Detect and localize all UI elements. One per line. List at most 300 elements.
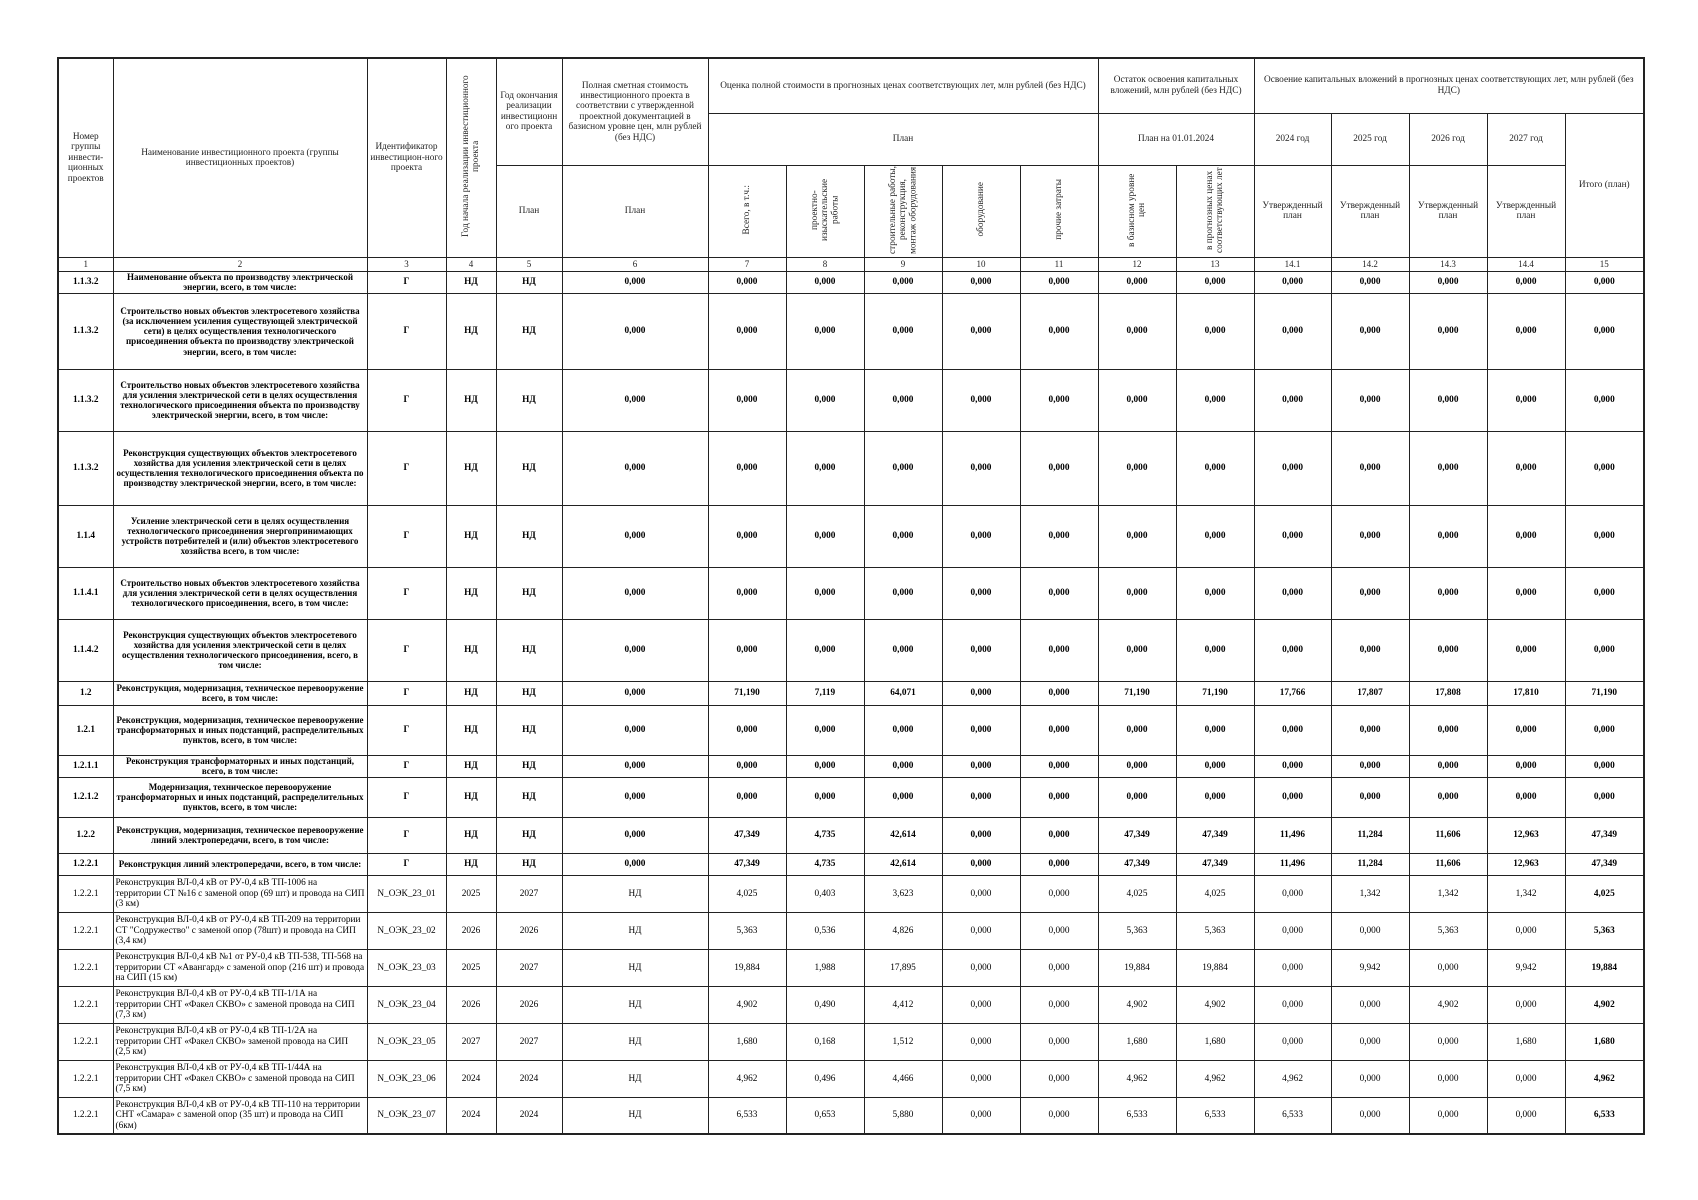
plan-2024-cell: 0,000 — [1254, 505, 1331, 567]
start-year-cell: НД — [446, 567, 496, 619]
construction-cell: 0,000 — [864, 271, 942, 293]
table-row — [58, 817, 1644, 853]
header-equipment — [942, 165, 1020, 257]
total-plan-cell: 0,000 — [1565, 505, 1644, 567]
plan-2024-cell: 17,766 — [1254, 681, 1331, 705]
remaining-forecast-cell: 71,190 — [1176, 681, 1254, 705]
full-cost-cell: 0,000 — [562, 505, 708, 567]
remaining-forecast-cell: 6,533 — [1176, 1097, 1254, 1134]
plan-2025-cell: 0,000 — [1331, 505, 1409, 567]
design-works-cell: 0,000 — [786, 505, 864, 567]
design-works-cell: 0,000 — [786, 777, 864, 817]
end-year-cell: НД — [496, 369, 562, 431]
group-number-cell: 1.2.2.1 — [58, 912, 113, 949]
start-year-cell: НД — [446, 271, 496, 293]
header-approved-2024: Утвержденный план — [1254, 165, 1331, 257]
total-plan-cell: 1,680 — [1565, 1023, 1644, 1060]
full-cost-cell: 0,000 — [562, 817, 708, 853]
project-id-cell: N_ОЭК_23_05 — [367, 1023, 446, 1060]
other-costs-cell: 0,000 — [1020, 1023, 1098, 1060]
header-project-name: Наименование инвестиционного проекта (группы инвестиционных проектов) — [113, 58, 367, 257]
design-works-cell: 0,490 — [786, 986, 864, 1023]
project-id-cell: N_ОЭК_23_07 — [367, 1097, 446, 1134]
header-remaining: Остаток освоения капитальных вложений, млн рублей (без НДС) — [1098, 58, 1254, 113]
group-number-cell: 1.2.2 — [58, 817, 113, 853]
group-number-cell: 1.1.3.2 — [58, 431, 113, 505]
plan-2024-cell: 0,000 — [1254, 949, 1331, 986]
construction-cell: 64,071 — [864, 681, 942, 705]
group-number-cell: 1.2.1.2 — [58, 777, 113, 817]
start-year-cell: НД — [446, 755, 496, 777]
remaining-forecast-cell: 19,884 — [1176, 949, 1254, 986]
investment-table — [57, 57, 1645, 1135]
cost-total-cell: 0,000 — [708, 431, 786, 505]
remaining-base-cell: 0,000 — [1098, 567, 1176, 619]
plan-2025-cell: 9,942 — [1331, 949, 1409, 986]
project-name-cell: Строительство новых объектов электросетевого хозяйства для усиления электрической сети в целях осуществления технологического присоединения, всего, в том числе: — [113, 567, 367, 619]
plan-2024-cell: 0,000 — [1254, 705, 1331, 755]
total-plan-cell: 4,902 — [1565, 986, 1644, 1023]
remaining-base-cell: 71,190 — [1098, 681, 1176, 705]
equipment-cell: 0,000 — [942, 271, 1020, 293]
design-works-cell: 0,000 — [786, 755, 864, 777]
table-row — [58, 1097, 1644, 1134]
plan-2027-cell: 0,000 — [1487, 755, 1565, 777]
group-number-cell: 1.2.2.1 — [58, 853, 113, 875]
end-year-cell: НД — [496, 817, 562, 853]
total-plan-cell: 71,190 — [1565, 681, 1644, 705]
start-year-cell: НД — [446, 681, 496, 705]
full-cost-cell: 0,000 — [562, 705, 708, 755]
plan-2025-cell: 11,284 — [1331, 853, 1409, 875]
plan-2024-cell: 0,000 — [1254, 755, 1331, 777]
equipment-cell: 0,000 — [942, 986, 1020, 1023]
plan-2024-cell: 0,000 — [1254, 369, 1331, 431]
column-number: 6 — [562, 257, 708, 271]
construction-cell: 5,880 — [864, 1097, 942, 1134]
header-year-2026: 2026 год — [1409, 113, 1487, 165]
header-forecast-prices-text: в прогнозных ценах соответствующих лет — [1204, 166, 1226, 253]
remaining-base-cell: 0,000 — [1098, 369, 1176, 431]
table-row — [58, 777, 1644, 817]
project-id-cell: Г — [367, 817, 446, 853]
end-year-cell: 2027 — [496, 949, 562, 986]
plan-2027-cell: 0,000 — [1487, 431, 1565, 505]
start-year-cell: 2026 — [446, 912, 496, 949]
table-row — [58, 949, 1644, 986]
construction-cell: 0,000 — [864, 431, 942, 505]
plan-2024-cell: 0,000 — [1254, 875, 1331, 912]
group-number-cell: 1.2 — [58, 681, 113, 705]
table-row — [58, 271, 1644, 293]
plan-2027-cell: 17,810 — [1487, 681, 1565, 705]
header-start-year — [446, 58, 496, 257]
total-plan-cell: 0,000 — [1565, 271, 1644, 293]
header-cost-plan: План — [708, 113, 1098, 165]
cost-total-cell: 0,000 — [708, 567, 786, 619]
plan-2026-cell: 0,000 — [1409, 369, 1487, 431]
remaining-base-cell: 1,680 — [1098, 1023, 1176, 1060]
plan-2025-cell: 11,284 — [1331, 817, 1409, 853]
header-start-year-text: Год начала реализации инвестиционного проекта — [460, 75, 481, 238]
group-number-cell: 1.1.3.2 — [58, 293, 113, 369]
column-number: 8 — [786, 257, 864, 271]
header-construction-works-text: строительные работы, реконструкция, монтаж оборудования — [887, 165, 919, 254]
header-total-incl-text: Всего, в т.ч.: — [741, 184, 752, 235]
header-year-2024: 2024 год — [1254, 113, 1331, 165]
cost-total-cell: 0,000 — [708, 777, 786, 817]
cost-total-cell: 71,190 — [708, 681, 786, 705]
construction-cell: 0,000 — [864, 369, 942, 431]
plan-2025-cell: 0,000 — [1331, 986, 1409, 1023]
column-number: 4 — [446, 257, 496, 271]
full-cost-cell: НД — [562, 1023, 708, 1060]
header-design-works-text: проектно-изыскательские работы — [809, 178, 841, 241]
end-year-cell: НД — [496, 777, 562, 817]
table-row — [58, 369, 1644, 431]
header-approved-2025: Утвержденный план — [1331, 165, 1409, 257]
plan-2027-cell: 0,000 — [1487, 705, 1565, 755]
column-number: 7 — [708, 257, 786, 271]
cost-total-cell: 0,000 — [708, 505, 786, 567]
full-cost-cell: НД — [562, 912, 708, 949]
remaining-forecast-cell: 4,962 — [1176, 1060, 1254, 1097]
project-name-cell: Реконструкция ВЛ-0,4 кВ от РУ-0,4 кВ ТП-110 на территории СНТ «Самара» с заменой опор (35 шт) и провода на СИП (6км) — [113, 1097, 367, 1134]
project-id-cell: Г — [367, 505, 446, 567]
header-base-prices — [1098, 165, 1176, 257]
remaining-forecast-cell: 0,000 — [1176, 369, 1254, 431]
end-year-cell: НД — [496, 567, 562, 619]
plan-2024-cell: 0,000 — [1254, 1023, 1331, 1060]
full-cost-cell: НД — [562, 875, 708, 912]
header-year-2025: 2025 год — [1331, 113, 1409, 165]
full-cost-cell: 0,000 — [562, 271, 708, 293]
start-year-cell: НД — [446, 293, 496, 369]
remaining-base-cell: 0,000 — [1098, 755, 1176, 777]
other-costs-cell: 0,000 — [1020, 271, 1098, 293]
remaining-base-cell: 47,349 — [1098, 817, 1176, 853]
equipment-cell: 0,000 — [942, 853, 1020, 875]
design-works-cell: 1,988 — [786, 949, 864, 986]
column-number: 15 — [1565, 257, 1644, 271]
start-year-cell: 2025 — [446, 949, 496, 986]
equipment-cell: 0,000 — [942, 705, 1020, 755]
construction-cell: 0,000 — [864, 705, 942, 755]
cost-total-cell: 4,902 — [708, 986, 786, 1023]
start-year-cell: 2024 — [446, 1060, 496, 1097]
project-id-cell: N_ОЭК_23_03 — [367, 949, 446, 986]
header-base-prices-text: в базисном уровне цен — [1126, 172, 1148, 247]
table-row — [58, 912, 1644, 949]
plan-2026-cell: 0,000 — [1409, 1097, 1487, 1134]
remaining-base-cell: 5,363 — [1098, 912, 1176, 949]
remaining-base-cell: 4,025 — [1098, 875, 1176, 912]
plan-2027-cell: 1,342 — [1487, 875, 1565, 912]
plan-2027-cell: 12,963 — [1487, 817, 1565, 853]
remaining-forecast-cell: 0,000 — [1176, 505, 1254, 567]
group-number-cell: 1.2.2.1 — [58, 986, 113, 1023]
header-design-works — [786, 165, 864, 257]
start-year-cell: НД — [446, 705, 496, 755]
table-row — [58, 853, 1644, 875]
other-costs-cell: 0,000 — [1020, 369, 1098, 431]
project-id-cell: Г — [367, 755, 446, 777]
remaining-forecast-cell: 0,000 — [1176, 431, 1254, 505]
plan-2025-cell: 0,000 — [1331, 567, 1409, 619]
design-works-cell: 0,000 — [786, 431, 864, 505]
project-name-cell: Реконструкция существующих объектов электросетевого хозяйства для усиления электрической сети в целях осуществления технологического присоединения объекта по производству электрической энергии, всего, в том числе: — [113, 431, 367, 505]
table-row — [58, 705, 1644, 755]
end-year-cell: НД — [496, 705, 562, 755]
full-cost-cell: 0,000 — [562, 293, 708, 369]
cost-total-cell: 0,000 — [708, 271, 786, 293]
other-costs-cell: 0,000 — [1020, 705, 1098, 755]
plan-2024-cell: 0,000 — [1254, 777, 1331, 817]
column-number: 9 — [864, 257, 942, 271]
group-number-cell: 1.2.2.1 — [58, 1060, 113, 1097]
header-full-cost-plan: План — [562, 165, 708, 257]
start-year-cell: 2024 — [446, 1097, 496, 1134]
plan-2027-cell: 0,000 — [1487, 619, 1565, 681]
remaining-base-cell: 0,000 — [1098, 777, 1176, 817]
project-id-cell: Г — [367, 271, 446, 293]
remaining-base-cell: 0,000 — [1098, 705, 1176, 755]
equipment-cell: 0,000 — [942, 1097, 1020, 1134]
end-year-cell: НД — [496, 755, 562, 777]
total-plan-cell: 4,962 — [1565, 1060, 1644, 1097]
group-number-cell: 1.2.2.1 — [58, 949, 113, 986]
design-works-cell: 0,653 — [786, 1097, 864, 1134]
group-number-cell: 1.2.2.1 — [58, 1097, 113, 1134]
equipment-cell: 0,000 — [942, 1023, 1020, 1060]
start-year-cell: НД — [446, 369, 496, 431]
design-works-cell: 0,000 — [786, 567, 864, 619]
group-number-cell: 1.1.3.2 — [58, 271, 113, 293]
remaining-base-cell: 0,000 — [1098, 271, 1176, 293]
plan-2027-cell: 1,680 — [1487, 1023, 1565, 1060]
other-costs-cell: 0,000 — [1020, 949, 1098, 986]
plan-2026-cell: 0,000 — [1409, 505, 1487, 567]
full-cost-cell: 0,000 — [562, 619, 708, 681]
project-name-cell: Модернизация, техническое перевооружение трансформаторных и иных подстанций, распределительных пунктов, всего, в том числе: — [113, 777, 367, 817]
header-total: Итого (план) — [1565, 113, 1644, 257]
end-year-cell: НД — [496, 293, 562, 369]
table-row — [58, 293, 1644, 369]
project-id-cell: N_ОЭК_23_04 — [367, 986, 446, 1023]
plan-2026-cell: 0,000 — [1409, 619, 1487, 681]
end-year-cell: 2026 — [496, 912, 562, 949]
column-number: 10 — [942, 257, 1020, 271]
column-number: 1 — [58, 257, 113, 271]
cost-total-cell: 5,363 — [708, 912, 786, 949]
equipment-cell: 0,000 — [942, 817, 1020, 853]
plan-2027-cell: 0,000 — [1487, 986, 1565, 1023]
table-row — [58, 875, 1644, 912]
project-id-cell: Г — [367, 705, 446, 755]
project-id-cell: Г — [367, 431, 446, 505]
equipment-cell: 0,000 — [942, 369, 1020, 431]
column-number: 2 — [113, 257, 367, 271]
end-year-cell: НД — [496, 619, 562, 681]
remaining-forecast-cell: 4,025 — [1176, 875, 1254, 912]
cost-total-cell: 0,000 — [708, 705, 786, 755]
plan-2025-cell: 0,000 — [1331, 755, 1409, 777]
plan-2026-cell: 5,363 — [1409, 912, 1487, 949]
project-name-cell: Усиление электрической сети в целях осуществления технологического присоединения энергопринимающих устройств потребителей и (или) объектов электросетевого хозяйства всего, в том числе: — [113, 505, 367, 567]
remaining-base-cell: 47,349 — [1098, 853, 1176, 875]
group-number-cell: 1.2.1.1 — [58, 755, 113, 777]
plan-2024-cell: 4,962 — [1254, 1060, 1331, 1097]
project-id-cell: Г — [367, 853, 446, 875]
plan-2027-cell: 0,000 — [1487, 1060, 1565, 1097]
plan-2025-cell: 0,000 — [1331, 1097, 1409, 1134]
table-row — [58, 986, 1644, 1023]
table-row — [58, 505, 1644, 567]
remaining-forecast-cell: 0,000 — [1176, 777, 1254, 817]
end-year-cell: НД — [496, 431, 562, 505]
design-works-cell: 4,735 — [786, 853, 864, 875]
design-works-cell: 4,735 — [786, 817, 864, 853]
group-number-cell: 1.2.1 — [58, 705, 113, 755]
group-number-cell: 1.1.3.2 — [58, 369, 113, 431]
remaining-forecast-cell: 47,349 — [1176, 853, 1254, 875]
full-cost-cell: НД — [562, 1060, 708, 1097]
plan-2024-cell: 0,000 — [1254, 986, 1331, 1023]
plan-2025-cell: 0,000 — [1331, 369, 1409, 431]
construction-cell: 0,000 — [864, 567, 942, 619]
end-year-cell: НД — [496, 271, 562, 293]
other-costs-cell: 0,000 — [1020, 817, 1098, 853]
project-name-cell: Реконструкция, модернизация, техническое перевооружение линий электропередачи, всего, в том числе: — [113, 817, 367, 853]
plan-2026-cell: 4,902 — [1409, 986, 1487, 1023]
remaining-forecast-cell: 0,000 — [1176, 705, 1254, 755]
remaining-forecast-cell: 4,902 — [1176, 986, 1254, 1023]
plan-2026-cell: 0,000 — [1409, 705, 1487, 755]
cost-total-cell: 1,680 — [708, 1023, 786, 1060]
design-works-cell: 0,000 — [786, 705, 864, 755]
remaining-base-cell: 0,000 — [1098, 505, 1176, 567]
construction-cell: 0,000 — [864, 619, 942, 681]
plan-2026-cell: 17,808 — [1409, 681, 1487, 705]
total-plan-cell: 0,000 — [1565, 369, 1644, 431]
project-name-cell: Реконструкция трансформаторных и иных подстанций, всего, в том числе: — [113, 755, 367, 777]
project-name-cell: Реконструкция существующих объектов электросетевого хозяйства для усиления электрической сети в целях осуществления технологического присоединения, всего, в том числе: — [113, 619, 367, 681]
table-row — [58, 431, 1644, 505]
group-number-cell: 1.2.2.1 — [58, 875, 113, 912]
plan-2026-cell: 0,000 — [1409, 567, 1487, 619]
construction-cell: 0,000 — [864, 755, 942, 777]
start-year-cell: НД — [446, 431, 496, 505]
other-costs-cell: 0,000 — [1020, 875, 1098, 912]
full-cost-cell: 0,000 — [562, 777, 708, 817]
project-id-cell: Г — [367, 777, 446, 817]
plan-2027-cell: 9,942 — [1487, 949, 1565, 986]
full-cost-cell: НД — [562, 986, 708, 1023]
plan-2027-cell: 0,000 — [1487, 293, 1565, 369]
other-costs-cell: 0,000 — [1020, 681, 1098, 705]
header-year-2027: 2027 год — [1487, 113, 1565, 165]
design-works-cell: 0,000 — [786, 293, 864, 369]
cost-total-cell: 6,533 — [708, 1097, 786, 1134]
remaining-forecast-cell: 47,349 — [1176, 817, 1254, 853]
start-year-cell: 2026 — [446, 986, 496, 1023]
total-plan-cell: 47,349 — [1565, 853, 1644, 875]
project-name-cell: Наименование объекта по производству электрической энергии, всего, в том числе: — [113, 271, 367, 293]
construction-cell: 3,623 — [864, 875, 942, 912]
table-header — [58, 58, 1644, 271]
cost-total-cell: 0,000 — [708, 755, 786, 777]
equipment-cell: 0,000 — [942, 431, 1020, 505]
total-plan-cell: 5,363 — [1565, 912, 1644, 949]
equipment-cell: 0,000 — [942, 755, 1020, 777]
column-number: 14.3 — [1409, 257, 1487, 271]
plan-2024-cell: 0,000 — [1254, 293, 1331, 369]
project-id-cell: N_ОЭК_23_02 — [367, 912, 446, 949]
header-other-costs — [1020, 165, 1098, 257]
group-number-cell: 1.2.2.1 — [58, 1023, 113, 1060]
project-name-cell: Реконструкция ВЛ-0,4 кВ от РУ-0,4 кВ ТП-1006 на территории СТ №16 с заменой опор (69 шт) и провода на СИП (3 км) — [113, 875, 367, 912]
plan-2026-cell: 0,000 — [1409, 293, 1487, 369]
other-costs-cell: 0,000 — [1020, 567, 1098, 619]
other-costs-cell: 0,000 — [1020, 912, 1098, 949]
equipment-cell: 0,000 — [942, 619, 1020, 681]
plan-2025-cell: 0,000 — [1331, 619, 1409, 681]
remaining-forecast-cell: 0,000 — [1176, 755, 1254, 777]
total-plan-cell: 0,000 — [1565, 293, 1644, 369]
construction-cell: 42,614 — [864, 817, 942, 853]
construction-cell: 4,412 — [864, 986, 942, 1023]
total-plan-cell: 0,000 — [1565, 567, 1644, 619]
start-year-cell: НД — [446, 505, 496, 567]
construction-cell: 17,895 — [864, 949, 942, 986]
remaining-base-cell: 0,000 — [1098, 293, 1176, 369]
plan-2025-cell: 0,000 — [1331, 705, 1409, 755]
plan-2026-cell: 0,000 — [1409, 1023, 1487, 1060]
remaining-base-cell: 19,884 — [1098, 949, 1176, 986]
equipment-cell: 0,000 — [942, 567, 1020, 619]
design-works-cell: 0,496 — [786, 1060, 864, 1097]
remaining-forecast-cell: 0,000 — [1176, 293, 1254, 369]
project-id-cell: Г — [367, 681, 446, 705]
plan-2026-cell: 1,342 — [1409, 875, 1487, 912]
column-number: 14.1 — [1254, 257, 1331, 271]
design-works-cell: 0,403 — [786, 875, 864, 912]
plan-2027-cell: 0,000 — [1487, 505, 1565, 567]
start-year-cell: НД — [446, 817, 496, 853]
project-id-cell: N_ОЭК_23_06 — [367, 1060, 446, 1097]
end-year-cell: 2027 — [496, 1023, 562, 1060]
plan-2027-cell: 0,000 — [1487, 271, 1565, 293]
plan-2027-cell: 0,000 — [1487, 912, 1565, 949]
other-costs-cell: 0,000 — [1020, 619, 1098, 681]
plan-2024-cell: 11,496 — [1254, 817, 1331, 853]
end-year-cell: 2024 — [496, 1060, 562, 1097]
total-plan-cell: 6,533 — [1565, 1097, 1644, 1134]
header-other-costs-text: прочие затраты — [1053, 179, 1064, 240]
remaining-forecast-cell: 0,000 — [1176, 567, 1254, 619]
header-end-year-plan: План — [496, 165, 562, 257]
plan-2027-cell: 12,963 — [1487, 853, 1565, 875]
column-number: 3 — [367, 257, 446, 271]
end-year-cell: 2026 — [496, 986, 562, 1023]
header-cost-estimate: Оценка полной стоимости в прогнозных ценах соответствующих лет, млн рублей (без НДС) — [708, 58, 1098, 113]
other-costs-cell: 0,000 — [1020, 1097, 1098, 1134]
project-id-cell: Г — [367, 619, 446, 681]
equipment-cell: 0,000 — [942, 875, 1020, 912]
cost-total-cell: 0,000 — [708, 369, 786, 431]
column-number: 5 — [496, 257, 562, 271]
plan-2027-cell: 0,000 — [1487, 567, 1565, 619]
